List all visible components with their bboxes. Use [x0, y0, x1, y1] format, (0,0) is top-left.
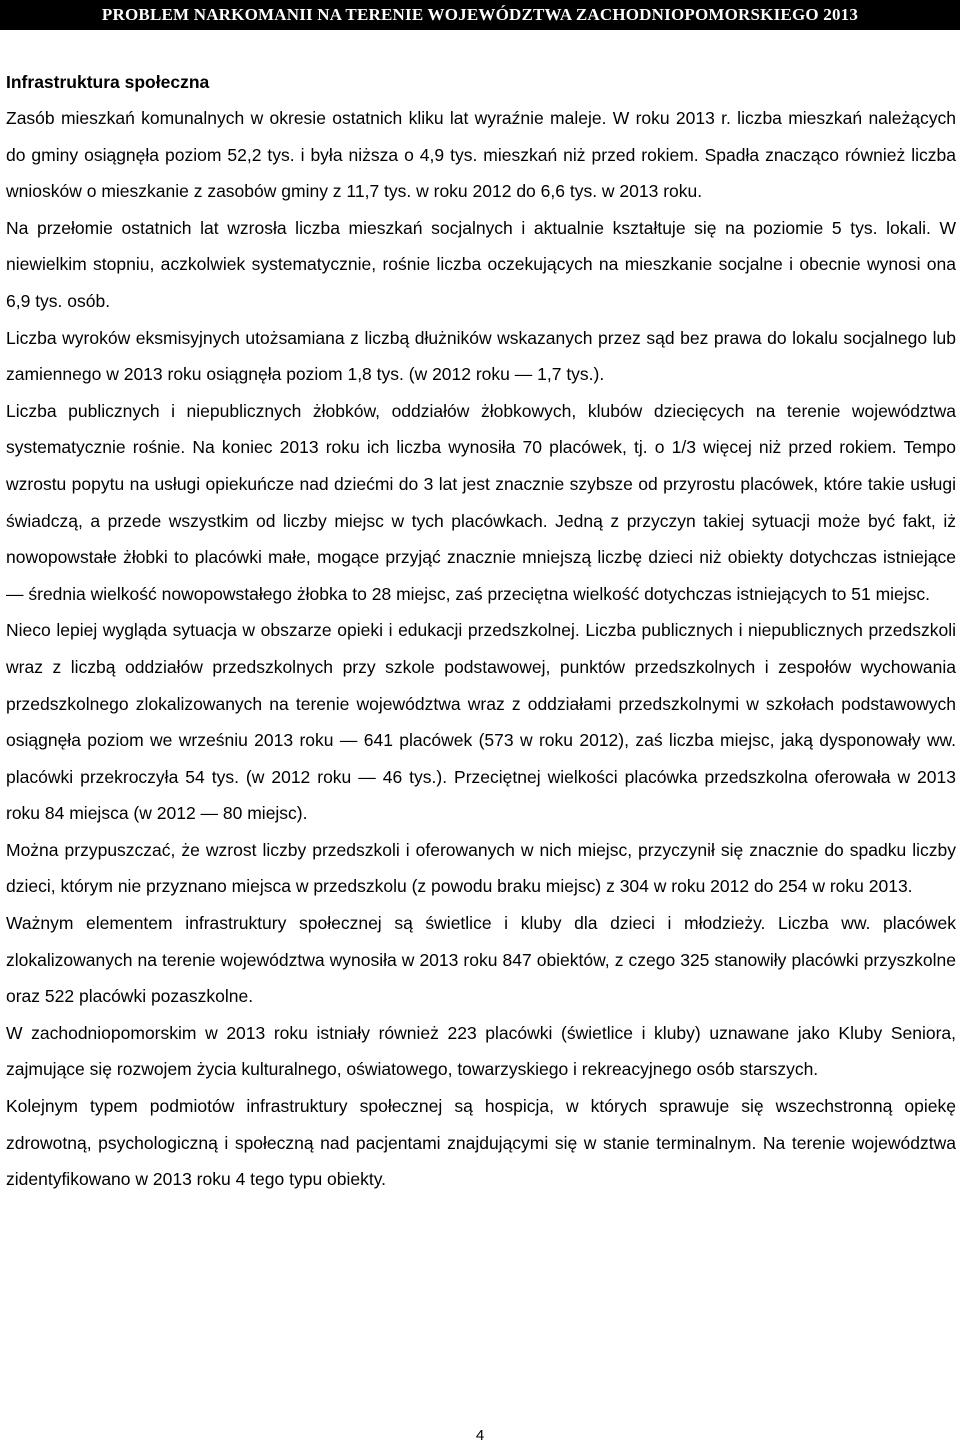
paragraph-hospices: Kolejnym typem podmiotów infrastruktury społecznej są hospicja, w których sprawuje się wszechstronną opiekę zdrowotną, psychologiczną i społeczną nad pacjentami znajdującymi się w stanie terminalnym. Na terenie województwa zidentyfikowano w 2013 roku 4 tego typu obiekty. [6, 1096, 956, 1190]
paragraph-nurseries: Liczba publicznych i niepublicznych żłobków, oddziałów żłobkowych, klubów dziecięcych na terenie województwa systematycznie rośnie. Na koniec 2013 roku ich liczba wynosiła 70 placówek, tj. o 1/3 więcej niż przed rokiem. Tempo wzrostu popytu na usługi opiekuńcze nad dziećmi do 3 lat jest znacznie szybsze od przyrostu placówek, które takie usługi świadczą, a przede wszystkim od liczby miejsc w tych placówkach. Jedną z przyczyn takiej sytuacji może być fakt, iż nowopowstałe żłobki to placówki małe, mogące przyjąć znacznie mniejszą liczbę dzieci niż obiekty dotychczas istniejące — średnia wielkość nowopowstałego żłobka to 28 miejsc, zaś przeciętna wielkość dotychczas istniejących to 51 miejsc. [6, 400, 956, 604]
paragraph-youth-clubs: Ważnym elementem infrastruktury społecznej są świetlice i kluby dla dzieci i młodzieży. Liczba ww. placówek zlokalizowanych na terenie województwa wynosiła w 2013 roku 847 obiektów, z czego 325 stanowiły placówki przyszkolne oraz 522 placówki pozaszkolne. [6, 913, 956, 1007]
paragraph-preschool: Nieco lepiej wygląda sytuacja w obszarze opieki i edukacji przedszkolnej. Liczba publicznych i niepublicznych przedszkoli wraz z liczbą oddziałów przedszkolnych przy szkole podstawowej, punktów przedszkolnych i zespołów wychowania przedszkolnego zlokalizowanych na terenie województwa wraz z oddziałami przedszkolnymi w szkołach podstawowych osiągnęła poziom we wrześniu 2013 roku — 641 placówek (573 w roku 2012), zaś liczba miejsc, jaką dysponowały ww. placówki przekroczyła 54 tys. (w 2012 roku — 46 tys.). Przeciętnej wielkości placówka przedszkolna oferowała w 2013 roku 84 miejsca (w 2012 — 80 miejsc). [6, 620, 956, 824]
paragraph-evictions: Liczba wyroków eksmisyjnych utożsamiana z liczbą dłużników wskazanych przez sąd bez prawa do lokalu socjalnego lub zamiennego w 2013 roku osiągnęła poziom 1,8 tys. (w 2012 roku — 1,7 tys.). [6, 327, 956, 385]
paragraph-preschool-places: Można przypuszczać, że wzrost liczby przedszkoli i oferowanych w nich miejsc, przyczynił się znacznie do spadku liczby dzieci, którym nie przyznano miejsca w przedszkolu (z powodu braku miejsc) z 304 w roku 2012 do 254 w roku 2013. [6, 839, 956, 897]
running-header: PROBLEM NARKOMANII NA TERENIE WOJEWÓDZTWA ZACHODNIOPOMORSKIEGO 2013 [0, 0, 960, 30]
section-title: Infrastruktura społeczna [6, 72, 210, 92]
page-number: 4 [475, 1427, 485, 1444]
paragraph-senior-clubs: W zachodniopomorskim w 2013 roku istniały również 223 placówki (świetlice i kluby) uznawane jako Kluby Seniora, zajmujące się rozwojem życia kulturalnego, oświatowego, towarzyskiego i rekreacyjnego osób starszych. [6, 1022, 956, 1080]
paragraph-social-housing: Na przełomie ostatnich lat wzrosła liczba mieszkań socjalnych i aktualnie kształtuje się na poziomie 5 tys. lokali. W niewielkim stopniu, aczkolwiek systematycznie, rośnie liczba oczekujących na mieszkanie socjalne i obecnie wynosi ona 6,9 tys. osób. [6, 217, 956, 311]
paragraph-housing: Zasób mieszkań komunalnych w okresie ostatnich kliku lat wyraźnie maleje. W roku 2013 r. liczba mieszkań należących do gminy osiągnęła poziom 52,2 tys. i była niższa o 4,9 tys. mieszkań niż przed rokiem. Spadła znacząco również liczba wniosków o mieszkanie z zasobów gminy z 11,7 tys. w roku 2012 do 6,6 tys. w 2013 roku. [6, 108, 956, 202]
document-body [6, 64, 956, 1198]
